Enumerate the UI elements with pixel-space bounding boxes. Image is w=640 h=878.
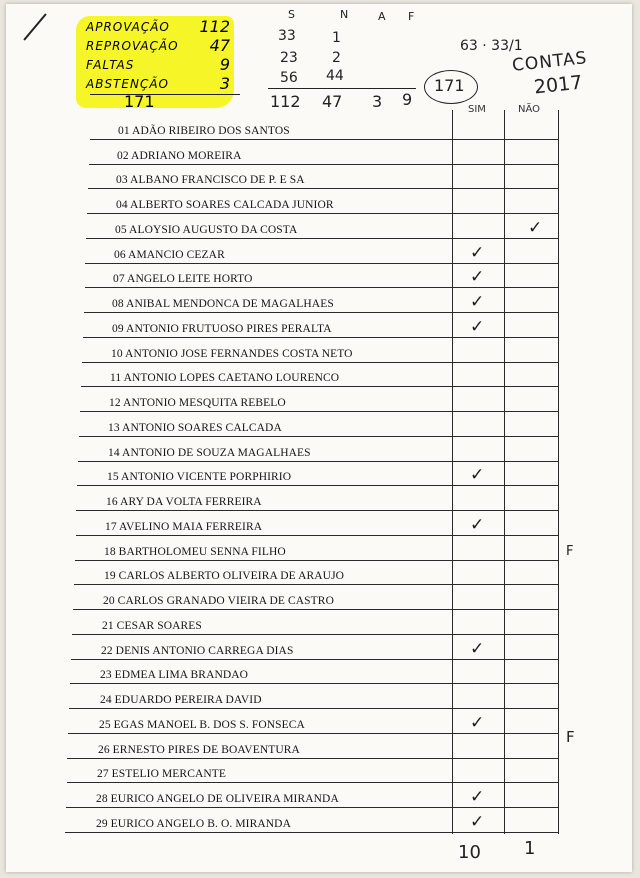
member-name: 08 ANIBAL MENDONCA DE MAGALHAES: [112, 298, 334, 311]
row-rule: [88, 188, 558, 189]
row-rule: [70, 683, 558, 684]
sim-check-mark: ✓: [470, 638, 485, 659]
summary-total: 171: [124, 92, 155, 111]
member-name: 29 EURICO ANGELO B. O. MIRANDA: [96, 818, 291, 830]
member-name: 03 ALBANO FRANCISCO DE P. E SA: [116, 174, 305, 187]
summary-underline: [90, 94, 240, 95]
row-rule: [89, 164, 558, 165]
member-name: 05 ALOYSIO AUGUSTO DA COSTA: [115, 223, 298, 236]
sim-check-mark: ✓: [470, 712, 485, 733]
sim-check-mark: ✓: [470, 787, 485, 808]
member-name: 20 CARLOS GRANADO VIEIRA DE CASTRO: [103, 595, 334, 608]
summary-row: [86, 37, 236, 56]
row-rule: [66, 807, 558, 808]
column-header-nao: NÃO: [518, 104, 541, 115]
sim-check-mark: ✓: [470, 465, 485, 486]
member-name: 10 ANTONIO JOSE FERNANDES COSTA NETO: [111, 347, 353, 360]
member-name: 19 CARLOS ALBERTO OLIVEIRA DE ARAUJO: [104, 570, 345, 583]
member-name: 02 ADRIANO MOREIRA: [117, 149, 242, 162]
contas-note: CONTAS: [511, 48, 589, 76]
tally-value: 44: [326, 68, 344, 84]
tally-total: 3: [372, 92, 383, 111]
sim-check-mark: ✓: [470, 316, 485, 337]
row-rule: [80, 411, 558, 412]
nao-total: 1: [524, 838, 536, 859]
member-name: 28 EURICO ANGELO DE OLIVEIRA MIRANDA: [96, 793, 339, 806]
tally-value: 33: [278, 28, 296, 44]
sim-check-mark: ✓: [470, 514, 485, 535]
row-rule: [77, 485, 558, 486]
column-header-sim: SIM: [468, 104, 486, 115]
row-rule: [84, 312, 558, 313]
member-name: 25 EGAS MANOEL B. DOS S. FONSECA: [99, 718, 305, 731]
tally-value: 56: [280, 70, 298, 86]
tally-underline: [268, 88, 416, 89]
tally-total: 112: [270, 92, 301, 111]
row-rule: [69, 708, 558, 709]
tally-header-n: N: [340, 8, 349, 21]
row-rule: [73, 609, 558, 610]
tally-value: 1: [332, 30, 341, 46]
member-name: 18 BARTHOLOMEU SENNA FILHO: [104, 545, 286, 558]
summary-row: [86, 75, 236, 94]
vote-summary: [86, 18, 236, 94]
tally-grand-total: 171: [434, 76, 465, 95]
member-name: 27 ESTELIO MERCANTE: [97, 768, 227, 781]
member-name: 24 EDUARDO PEREIRA DAVID: [100, 694, 262, 707]
row-rule: [81, 386, 558, 387]
row-rule: [90, 139, 558, 140]
member-name: 09 ANTONIO FRUTUOSO PIRES PERALTA: [112, 322, 332, 335]
summary-value: 9: [219, 55, 230, 74]
summary-label: ABSTENÇÃO: [86, 77, 169, 91]
member-name: 13 ANTONIO SOARES CALCADA: [108, 421, 282, 434]
row-rule: [85, 263, 558, 264]
table-column-divider: [452, 110, 453, 834]
member-name: 11 ANTONIO LOPES CAETANO LOURENCO: [110, 372, 340, 385]
row-rule: [74, 584, 558, 585]
sim-check-mark: ✓: [470, 242, 485, 263]
member-name: 17 AVELINO MAIA FERREIRA: [105, 520, 263, 533]
reference-note: 63 · 33/1: [460, 38, 523, 54]
table-column-divider: [558, 110, 559, 834]
row-rule: [67, 782, 558, 783]
member-name: 14 ANTONIO DE SOUZA MAGALHAES: [108, 446, 311, 459]
tally-total: 47: [322, 92, 343, 111]
row-rule: [72, 634, 558, 635]
member-name: 26 ERNESTO PIRES DE BOAVENTURA: [98, 743, 300, 756]
sim-check-mark: ✓: [470, 812, 485, 832]
corner-slash-mark: [23, 13, 46, 40]
row-rule: [76, 510, 558, 511]
row-rule: [87, 213, 558, 214]
document-page: [6, 4, 632, 872]
tally-header-f: F: [408, 10, 415, 23]
table-column-divider: [504, 110, 505, 834]
member-name: 16 ARY DA VOLTA FERREIRA: [106, 496, 262, 509]
member-name: 12 ANTONIO MESQUITA REBELO: [109, 397, 286, 410]
sim-total: 10: [458, 842, 481, 863]
tally-header-s: S: [288, 8, 295, 21]
member-name: 07 ANGELO LEITE HORTO: [113, 273, 253, 286]
tally-total: 9: [402, 90, 413, 109]
row-rule: [85, 287, 558, 288]
member-name: 06 AMANCIO CEZAR: [114, 248, 225, 261]
member-name: 15 ANTONIO VICENTE PORPHIRIO: [107, 471, 292, 484]
member-name: 21 CESAR SOARES: [102, 619, 202, 632]
row-rule: [67, 758, 558, 759]
row-rule: [78, 461, 558, 462]
margin-note-f: F: [566, 728, 575, 746]
member-name: 22 DENIS ANTONIO CARREGA DIAS: [101, 644, 294, 657]
summary-row: [86, 56, 236, 75]
summary-row: [86, 18, 236, 37]
row-rule: [71, 659, 558, 660]
row-rule: [76, 535, 558, 536]
tally-header-a: A: [378, 10, 386, 23]
row-rule: [82, 362, 558, 363]
tally-value: 2: [332, 50, 341, 66]
row-rule: [86, 238, 558, 239]
margin-note-f: F: [566, 544, 574, 559]
summary-value: 112: [199, 17, 230, 36]
nao-check-mark: ✓: [528, 217, 543, 238]
summary-value: 47: [209, 36, 230, 55]
member-name: 01 ADÃO RIBEIRO DOS SANTOS: [118, 124, 290, 137]
member-name: 23 EDMEA LIMA BRANDAO: [100, 669, 249, 682]
row-rule: [68, 733, 558, 734]
summary-label: FALTAS: [86, 58, 135, 72]
member-name: 04 ALBERTO SOARES CALCADA JUNIOR: [116, 199, 334, 212]
row-rule: [83, 337, 558, 338]
row-rule: [65, 832, 558, 833]
tally-value: 23: [280, 50, 298, 66]
year-note: 2017: [532, 71, 584, 99]
row-rule: [79, 436, 558, 437]
summary-value: 3: [219, 74, 230, 93]
summary-label: APROVAÇÃO: [86, 20, 170, 34]
summary-label: REPROVAÇÃO: [86, 39, 179, 53]
sim-check-mark: ✓: [470, 267, 485, 288]
sim-check-mark: ✓: [470, 292, 485, 313]
row-rule: [75, 560, 558, 561]
